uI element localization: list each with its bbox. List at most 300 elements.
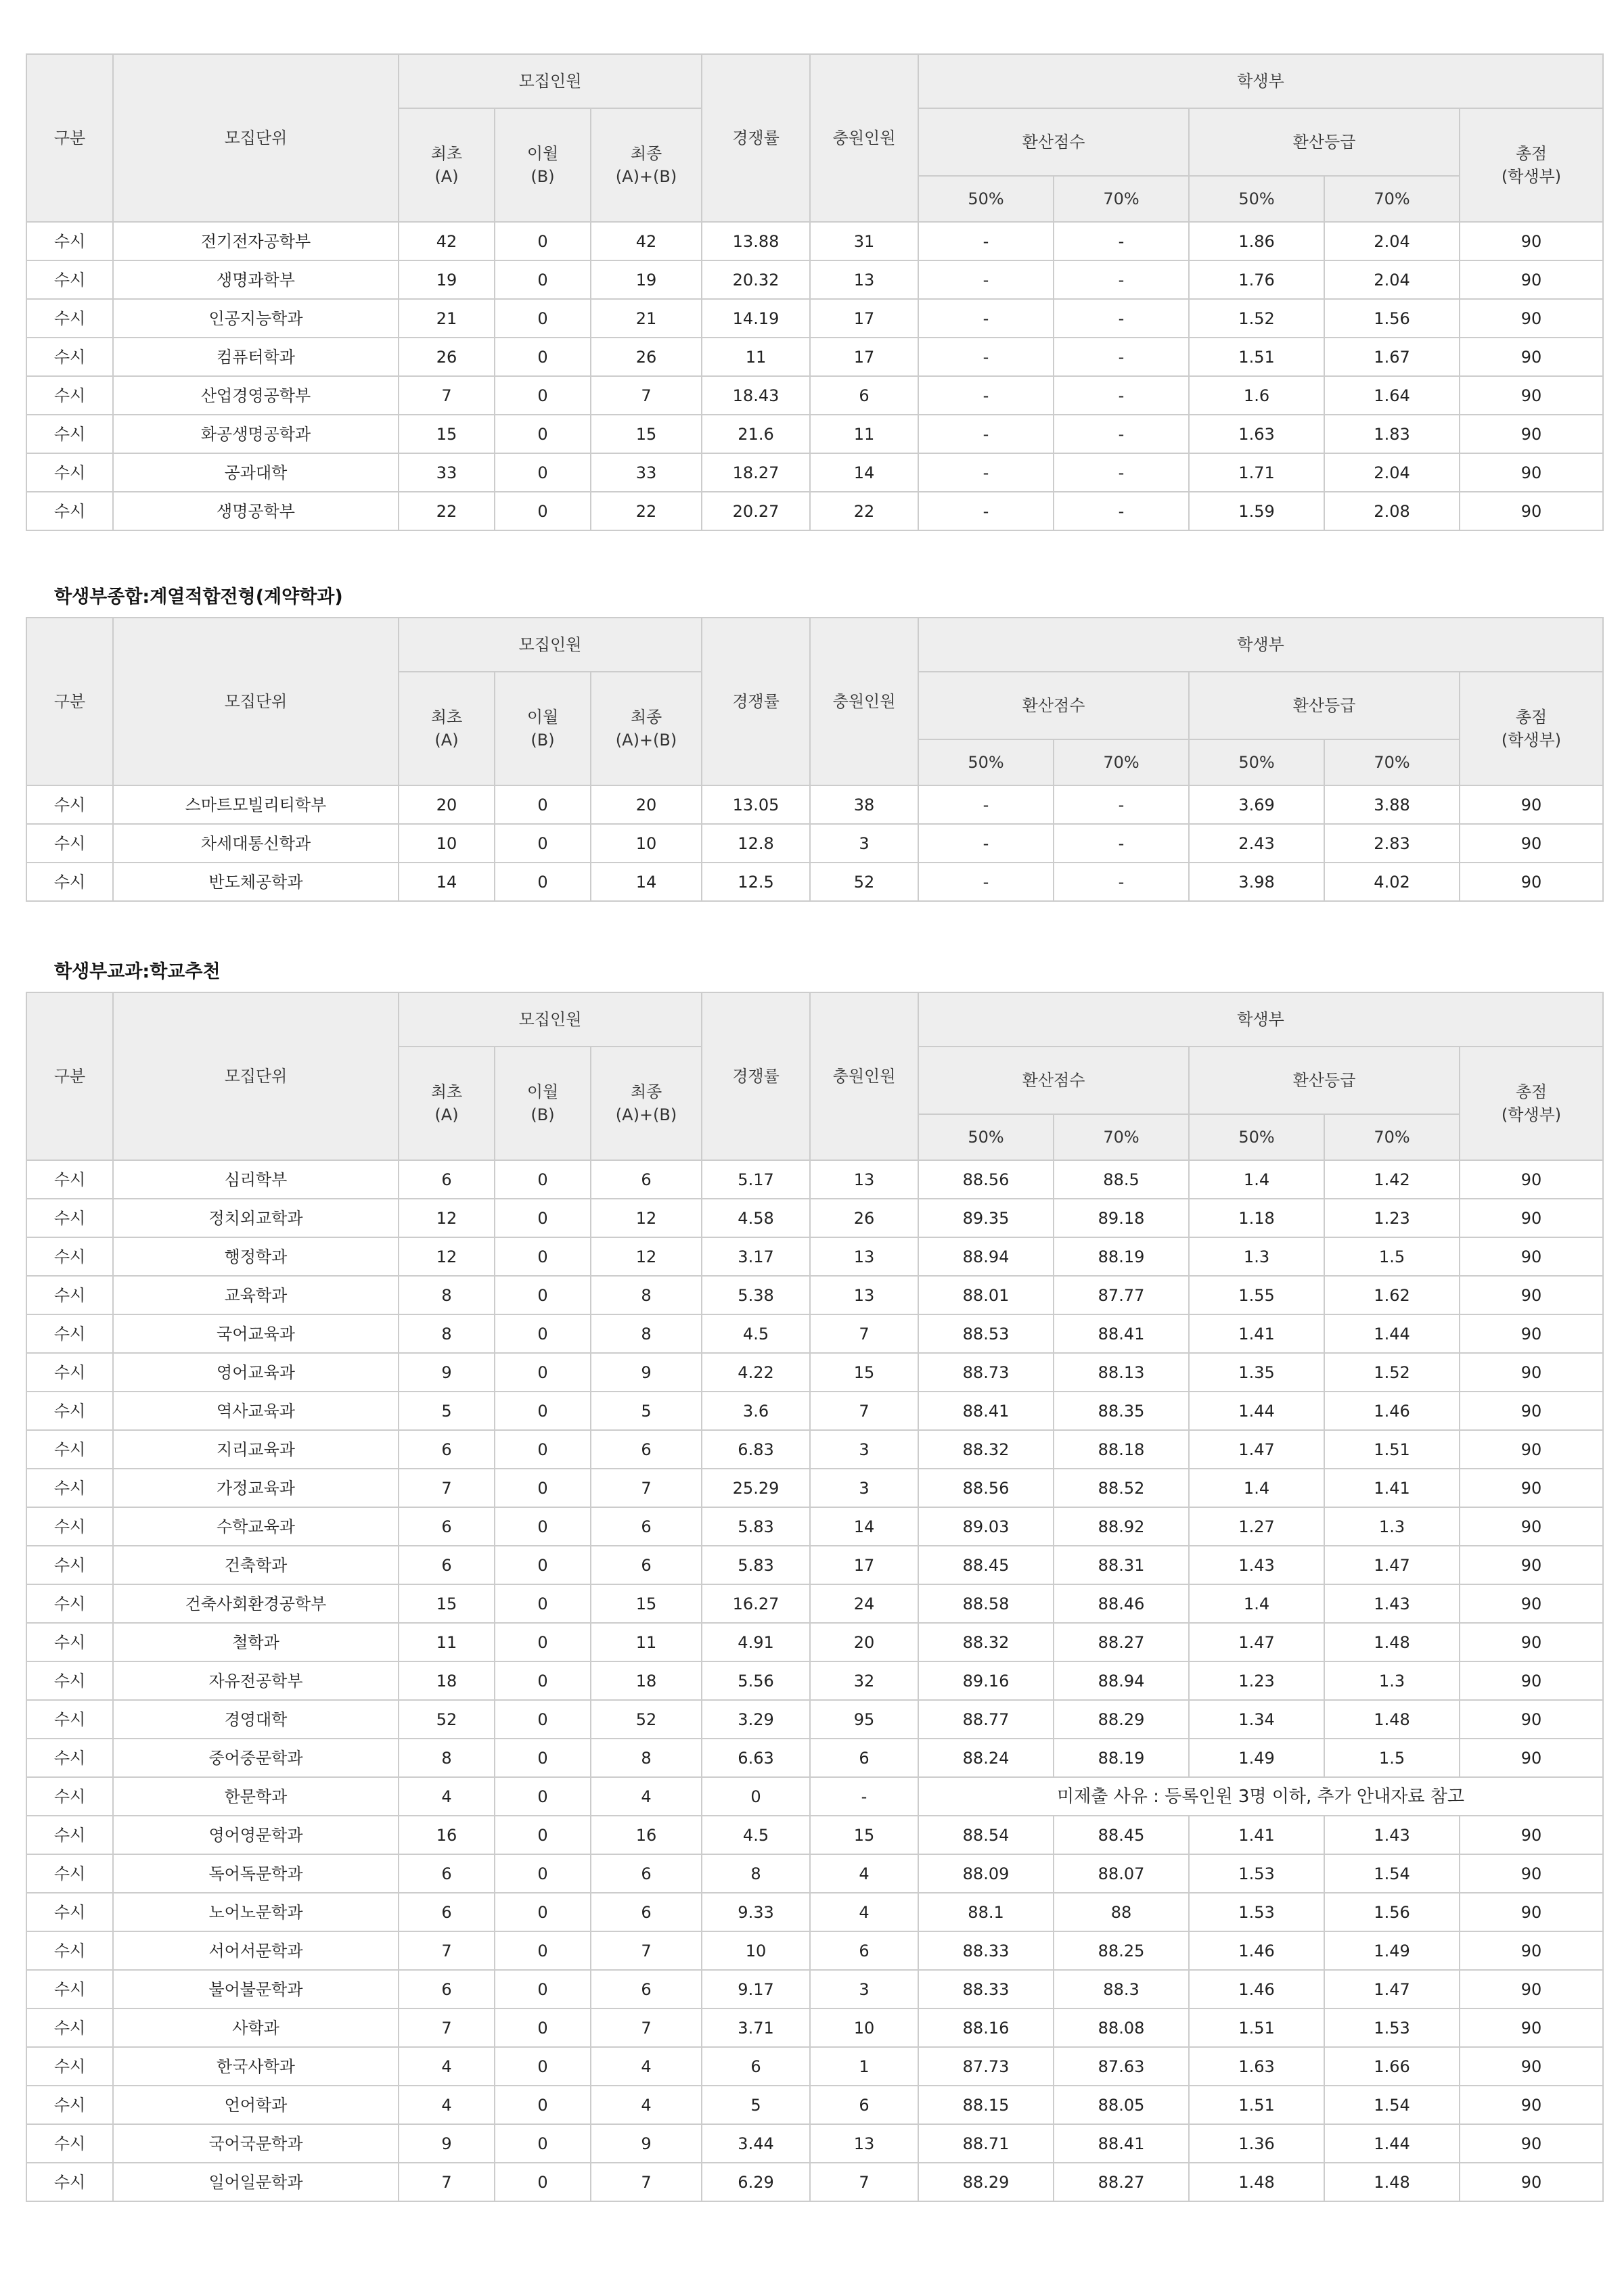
cell-transfer: 0 [495,824,591,863]
table-row [26,2008,1603,2047]
cell-filled: 17 [810,338,918,376]
cell-total: 90 [1460,1623,1603,1661]
table-row [26,1160,1603,1199]
cell-final: 6 [591,1507,702,1546]
cell-total: 90 [1460,1854,1603,1893]
cell-final: 14 [591,863,702,901]
cell-grade-70: 1.44 [1324,2124,1460,2163]
table-row [26,338,1603,376]
cell-first: 22 [399,492,495,530]
cell-grade-50: 1.51 [1189,2008,1324,2047]
cell-transfer: 0 [495,492,591,530]
cell-filled: 6 [810,1739,918,1777]
cell-gubun: 수시 [26,1931,113,1970]
table-row [26,824,1603,863]
cell-filled: 3 [810,1469,918,1507]
cell-filled: 4 [810,1854,918,1893]
cell-ratio: 5.56 [702,1661,810,1700]
cell-first: 9 [399,2124,495,2163]
cell-first: 7 [399,376,495,415]
cell-total: 90 [1460,1237,1603,1276]
cell-unit: 공과대학 [113,453,399,492]
th-grade-70: 70% [1324,1114,1460,1160]
cell-gubun: 수시 [26,1469,113,1507]
cell-ratio: 10 [702,1931,810,1970]
th-record: 학생부 [918,618,1603,672]
cell-transfer: 0 [495,453,591,492]
cell-grade-70: 1.47 [1324,1970,1460,2008]
cell-grade-70: 1.5 [1324,1237,1460,1276]
cell-total: 90 [1460,1931,1603,1970]
cell-score-50: - [918,338,1054,376]
cell-unit: 건축학과 [113,1546,399,1584]
cell-unit: 사학과 [113,2008,399,2047]
cell-score-70: 88.46 [1054,1584,1189,1623]
cell-grade-50: 1.53 [1189,1893,1324,1931]
cell-unit: 컴퓨터학과 [113,338,399,376]
th-gubun: 구분 [26,618,113,785]
cell-score-70: - [1054,415,1189,453]
cell-first: 7 [399,2163,495,2201]
cell-score-50: 88.45 [918,1546,1054,1584]
cell-first: 8 [399,1276,495,1314]
cell-grade-70: 3.88 [1324,785,1460,824]
cell-unit: 스마트모빌리티학부 [113,785,399,824]
cell-unit: 자유전공학부 [113,1661,399,1700]
cell-grade-70: 1.3 [1324,1661,1460,1700]
cell-score-70: 88.27 [1054,1623,1189,1661]
th-gubun: 구분 [26,992,113,1160]
cell-grade-70: 2.04 [1324,453,1460,492]
cell-filled: 31 [810,222,918,260]
cell-filled: 10 [810,2008,918,2047]
cell-score-50: 88.1 [918,1893,1054,1931]
cell-first: 5 [399,1392,495,1430]
table-row [26,2047,1603,2086]
th-filled: 충원인원 [810,618,918,785]
cell-gubun: 수시 [26,1777,113,1816]
cell-score-70: 87.63 [1054,2047,1189,2086]
cell-score-70: 88.27 [1054,2163,1189,2201]
cell-filled: 7 [810,2163,918,2201]
cell-transfer: 0 [495,1893,591,1931]
th-final: 최종 (A)+(B) [591,108,702,222]
cell-score-50: 88.29 [918,2163,1054,2201]
table-row [26,299,1603,338]
cell-first: 11 [399,1623,495,1661]
th-score: 환산점수 [918,108,1189,176]
cell-gubun: 수시 [26,338,113,376]
cell-ratio: 20.27 [702,492,810,530]
cell-unit: 정치외교학과 [113,1199,399,1237]
cell-filled: 13 [810,2124,918,2163]
cell-transfer: 0 [495,1584,591,1623]
th-score-70: 70% [1054,1114,1189,1160]
cell-grade-70: 1.54 [1324,1854,1460,1893]
cell-first: 7 [399,1469,495,1507]
cell-score-50: 88.58 [918,1584,1054,1623]
th-total: 총점 (학생부) [1460,108,1603,222]
cell-first: 15 [399,1584,495,1623]
cell-score-70: - [1054,299,1189,338]
cell-total: 90 [1460,1661,1603,1700]
cell-first: 4 [399,2086,495,2124]
cell-final: 15 [591,1584,702,1623]
section-3 [26,961,1602,2202]
cell-unit: 교육학과 [113,1276,399,1314]
cell-final: 7 [591,2163,702,2201]
cell-gubun: 수시 [26,2124,113,2163]
cell-unit: 한문학과 [113,1777,399,1816]
th-recruit: 모집인원 [399,54,702,108]
section-2 [26,586,1602,902]
cell-grade-50: 1.51 [1189,2086,1324,2124]
cell-total: 90 [1460,222,1603,260]
cell-total: 90 [1460,2163,1603,2201]
cell-score-50: 87.73 [918,2047,1054,2086]
cell-gubun: 수시 [26,1160,113,1199]
cell-ratio: 0 [702,1777,810,1816]
cell-final: 10 [591,824,702,863]
section-title-3: 학생부교과:학교추천 [54,961,221,982]
cell-grade-50: 1.4 [1189,1584,1324,1623]
cell-filled: 13 [810,1237,918,1276]
cell-ratio: 5.83 [702,1507,810,1546]
cell-first: 18 [399,1661,495,1700]
cell-final: 6 [591,1160,702,1199]
cell-gubun: 수시 [26,1507,113,1546]
cell-filled: 13 [810,1160,918,1199]
cell-total: 90 [1460,1700,1603,1739]
cell-score-70: 88.19 [1054,1739,1189,1777]
cell-gubun: 수시 [26,1661,113,1700]
cell-final: 4 [591,2047,702,2086]
cell-unit: 서어서문학과 [113,1931,399,1970]
cell-grade-50: 1.43 [1189,1546,1324,1584]
cell-ratio: 4.58 [702,1199,810,1237]
cell-unit: 생명과학부 [113,260,399,299]
cell-total: 90 [1460,2124,1603,2163]
cell-first: 8 [399,1314,495,1353]
cell-unit: 한국사학과 [113,2047,399,2086]
th-first: 최초 (A) [399,1047,495,1160]
results-table-3 [26,992,1604,2202]
cell-ratio: 3.17 [702,1237,810,1276]
cell-grade-70: 1.54 [1324,2086,1460,2124]
th-unit: 모집단위 [113,54,399,222]
th-final: 최종 (A)+(B) [591,1047,702,1160]
cell-transfer: 0 [495,1430,591,1469]
th-filled: 충원인원 [810,992,918,1160]
cell-ratio: 4.22 [702,1353,810,1392]
table-row [26,785,1603,824]
table-row [26,1469,1603,1507]
table-row [26,1816,1603,1854]
cell-score-50: - [918,415,1054,453]
th-score: 환산점수 [918,672,1189,739]
cell-first: 6 [399,1160,495,1199]
cell-unit: 철학과 [113,1623,399,1661]
cell-final: 11 [591,1623,702,1661]
cell-filled: 95 [810,1700,918,1739]
cell-score-70: 87.77 [1054,1276,1189,1314]
cell-filled: 3 [810,1430,918,1469]
cell-score-70: - [1054,824,1189,863]
cell-score-70: - [1054,453,1189,492]
cell-gubun: 수시 [26,2047,113,2086]
cell-grade-50: 1.41 [1189,1314,1324,1353]
table-body-3 [26,1160,1603,2201]
th-grade-70: 70% [1324,176,1460,222]
cell-score-50: 88.01 [918,1276,1054,1314]
th-ratio: 경쟁률 [702,54,810,222]
cell-first: 6 [399,1970,495,2008]
th-first: 최초 (A) [399,672,495,785]
cell-transfer: 0 [495,1237,591,1276]
cell-ratio: 14.19 [702,299,810,338]
cell-grade-70: 4.02 [1324,863,1460,901]
cell-unit: 건축사회환경공학부 [113,1584,399,1623]
table-row [26,1392,1603,1430]
cell-total: 90 [1460,2047,1603,2086]
cell-first: 6 [399,1893,495,1931]
cell-first: 42 [399,222,495,260]
th-grade-70: 70% [1324,739,1460,785]
cell-grade-70: 1.56 [1324,1893,1460,1931]
cell-grade-70: 1.56 [1324,299,1460,338]
cell-ratio: 5.17 [702,1160,810,1199]
th-score-50: 50% [918,1114,1054,1160]
cell-filled: 22 [810,492,918,530]
cell-transfer: 0 [495,376,591,415]
cell-score-50: 88.09 [918,1854,1054,1893]
cell-grade-50: 1.4 [1189,1469,1324,1507]
cell-unit: 산업경영공학부 [113,376,399,415]
cell-total: 90 [1460,415,1603,453]
cell-grade-50: 1.63 [1189,415,1324,453]
cell-filled: 3 [810,1970,918,2008]
cell-ratio: 3.29 [702,1700,810,1739]
cell-gubun: 수시 [26,1430,113,1469]
cell-grade-70: 2.83 [1324,824,1460,863]
cell-unit: 불어불문학과 [113,1970,399,2008]
cell-ratio: 20.32 [702,260,810,299]
cell-score-50: - [918,453,1054,492]
notice-cell: 미제출 사유 : 등록인원 3명 이하, 추가 안내자료 참고 [918,1777,1603,1816]
cell-unit: 역사교육과 [113,1392,399,1430]
cell-unit: 일어일문학과 [113,2163,399,2201]
cell-transfer: 0 [495,1777,591,1816]
table-row [26,1931,1603,1970]
cell-gubun: 수시 [26,1816,113,1854]
cell-gubun: 수시 [26,1623,113,1661]
cell-filled: 7 [810,1314,918,1353]
cell-filled: 17 [810,299,918,338]
cell-score-70: - [1054,222,1189,260]
cell-score-50: 88.94 [918,1237,1054,1276]
th-record: 학생부 [918,54,1603,108]
cell-ratio: 6.63 [702,1739,810,1777]
cell-first: 19 [399,260,495,299]
cell-first: 4 [399,2047,495,2086]
cell-transfer: 0 [495,222,591,260]
cell-grade-70: 1.48 [1324,1700,1460,1739]
cell-total: 90 [1460,260,1603,299]
cell-gubun: 수시 [26,1237,113,1276]
cell-total: 90 [1460,492,1603,530]
cell-grade-50: 1.47 [1189,1623,1324,1661]
cell-score-70: 88.19 [1054,1237,1189,1276]
cell-total: 90 [1460,1816,1603,1854]
cell-score-50: 88.56 [918,1469,1054,1507]
th-transfer: 이월 (B) [495,1047,591,1160]
cell-transfer: 0 [495,1160,591,1199]
cell-grade-70: 1.42 [1324,1160,1460,1199]
cell-score-70: - [1054,863,1189,901]
cell-score-70: 88.25 [1054,1931,1189,1970]
cell-filled: 6 [810,2086,918,2124]
cell-score-70: 88.41 [1054,2124,1189,2163]
th-total: 총점 (학생부) [1460,1047,1603,1160]
cell-filled: 32 [810,1661,918,1700]
cell-score-70: 88.07 [1054,1854,1189,1893]
cell-total: 90 [1460,1584,1603,1623]
cell-ratio: 9.17 [702,1970,810,2008]
cell-total: 90 [1460,863,1603,901]
cell-score-50: - [918,824,1054,863]
cell-total: 90 [1460,2086,1603,2124]
cell-final: 16 [591,1816,702,1854]
cell-gubun: 수시 [26,222,113,260]
cell-grade-50: 1.23 [1189,1661,1324,1700]
cell-filled: 6 [810,376,918,415]
cell-ratio: 5.83 [702,1546,810,1584]
cell-score-70: 88.05 [1054,2086,1189,2124]
cell-final: 9 [591,2124,702,2163]
results-table-1 [26,53,1604,531]
cell-final: 19 [591,260,702,299]
cell-score-70: - [1054,785,1189,824]
cell-total: 90 [1460,1469,1603,1507]
cell-ratio: 3.6 [702,1392,810,1430]
th-transfer: 이월 (B) [495,672,591,785]
cell-filled: 14 [810,453,918,492]
table-row [26,1661,1603,1700]
table-row [26,1237,1603,1276]
cell-grade-50: 1.6 [1189,376,1324,415]
cell-grade-70: 1.46 [1324,1392,1460,1430]
table-row [26,376,1603,415]
cell-score-70: 88 [1054,1893,1189,1931]
cell-transfer: 0 [495,338,591,376]
cell-ratio: 4.91 [702,1623,810,1661]
cell-grade-50: 1.86 [1189,222,1324,260]
cell-ratio: 12.8 [702,824,810,863]
th-score-50: 50% [918,739,1054,785]
cell-gubun: 수시 [26,415,113,453]
cell-filled: 14 [810,1507,918,1546]
th-score-70: 70% [1054,739,1189,785]
cell-score-70: 88.41 [1054,1314,1189,1353]
cell-total: 90 [1460,1507,1603,1546]
cell-gubun: 수시 [26,2163,113,2201]
cell-transfer: 0 [495,1314,591,1353]
cell-grade-50: 1.71 [1189,453,1324,492]
cell-grade-50: 1.3 [1189,1237,1324,1276]
cell-grade-70: 1.52 [1324,1353,1460,1392]
cell-unit: 전기전자공학부 [113,222,399,260]
cell-transfer: 0 [495,2163,591,2201]
cell-filled: 4 [810,1893,918,1931]
cell-first: 33 [399,453,495,492]
cell-gubun: 수시 [26,453,113,492]
th-recruit: 모집인원 [399,992,702,1047]
cell-gubun: 수시 [26,492,113,530]
cell-unit: 영어영문학과 [113,1816,399,1854]
cell-final: 8 [591,1739,702,1777]
cell-ratio: 8 [702,1854,810,1893]
cell-filled: 26 [810,1199,918,1237]
cell-score-70: 88.18 [1054,1430,1189,1469]
cell-total: 90 [1460,824,1603,863]
cell-grade-50: 1.4 [1189,1160,1324,1199]
cell-ratio: 13.05 [702,785,810,824]
cell-score-50: - [918,299,1054,338]
cell-first: 6 [399,1854,495,1893]
th-filled: 충원인원 [810,54,918,222]
cell-unit: 중어중문학과 [113,1739,399,1777]
cell-transfer: 0 [495,785,591,824]
cell-filled: 6 [810,1931,918,1970]
table-row [26,1970,1603,2008]
cell-first: 12 [399,1237,495,1276]
th-record: 학생부 [918,992,1603,1047]
cell-unit: 행정학과 [113,1237,399,1276]
cell-transfer: 0 [495,1392,591,1430]
cell-final: 18 [591,1661,702,1700]
cell-final: 8 [591,1276,702,1314]
cell-gubun: 수시 [26,1970,113,2008]
cell-score-50: - [918,492,1054,530]
cell-grade-50: 1.44 [1189,1392,1324,1430]
section-1 [26,53,1602,531]
cell-final: 22 [591,492,702,530]
cell-unit: 국어국문학과 [113,2124,399,2163]
cell-ratio: 12.5 [702,863,810,901]
cell-unit: 독어독문학과 [113,1854,399,1893]
cell-ratio: 4.5 [702,1816,810,1854]
cell-transfer: 0 [495,1353,591,1392]
cell-ratio: 16.27 [702,1584,810,1623]
cell-grade-70: 1.64 [1324,376,1460,415]
cell-grade-50: 1.41 [1189,1816,1324,1854]
cell-gubun: 수시 [26,1893,113,1931]
cell-score-50: 88.73 [918,1353,1054,1392]
cell-transfer: 0 [495,863,591,901]
cell-total: 90 [1460,1546,1603,1584]
cell-final: 9 [591,1353,702,1392]
cell-grade-50: 3.69 [1189,785,1324,824]
table-row [26,1199,1603,1237]
cell-final: 15 [591,415,702,453]
cell-score-50: - [918,863,1054,901]
cell-grade-50: 2.43 [1189,824,1324,863]
cell-transfer: 0 [495,1931,591,1970]
cell-grade-50: 1.59 [1189,492,1324,530]
cell-gubun: 수시 [26,1739,113,1777]
cell-final: 5 [591,1392,702,1430]
cell-unit: 경영대학 [113,1700,399,1739]
